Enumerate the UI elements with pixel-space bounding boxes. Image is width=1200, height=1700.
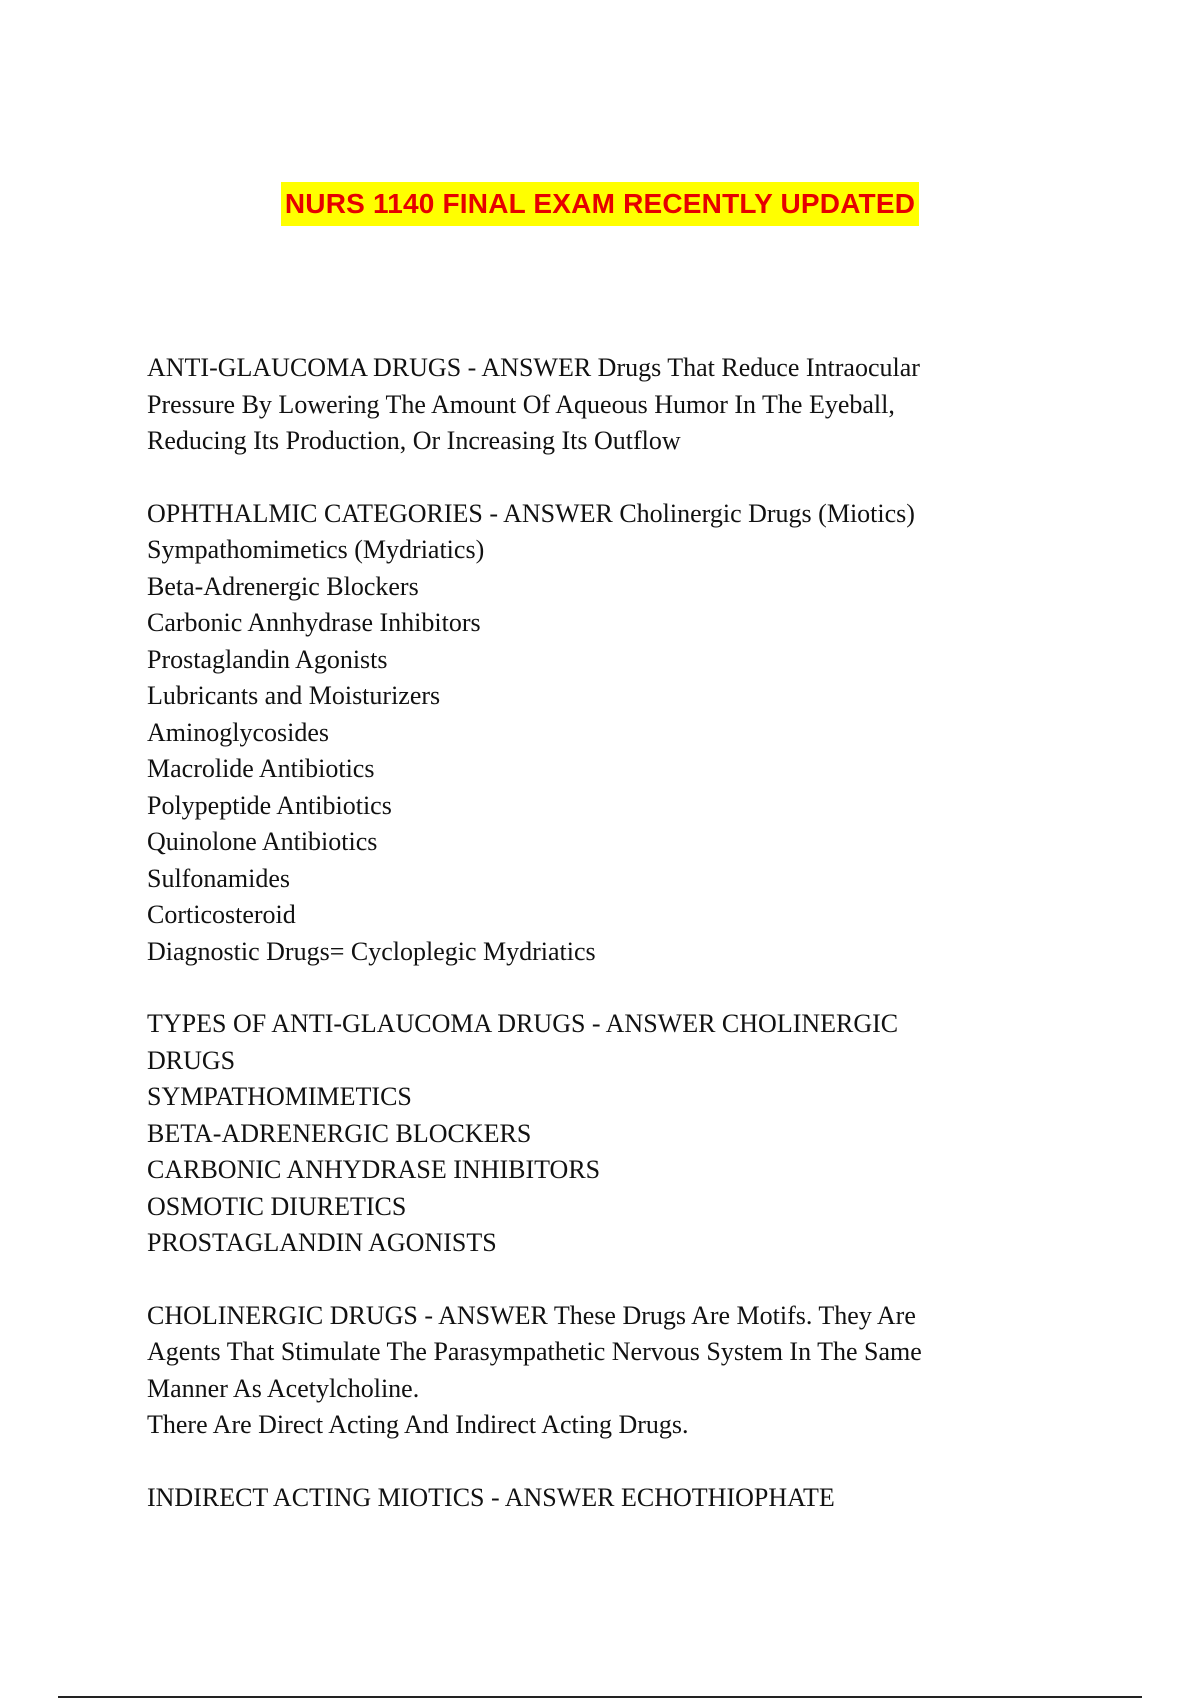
entry-line: BETA-ADRENERGIC BLOCKERS — [147, 1118, 532, 1148]
entry-line: Sulfonamides — [147, 863, 290, 893]
qa-entry — [147, 1298, 1027, 1444]
entry-line: Lubricants and Moisturizers — [147, 681, 441, 710]
entry-line: Sympathomimetics (Mydriatics) — [147, 535, 485, 564]
entry-line: CARBONIC ANHYDRASE INHIBITORS — [147, 1155, 601, 1184]
qa-entry — [147, 496, 1027, 971]
entry-line: Reducing Its Production, Or Increasing Its Outflow — [147, 426, 681, 455]
footer-divider — [58, 1696, 1142, 1698]
entry-line: Carbonic Annhydrase Inhibitors — [147, 608, 481, 637]
entry-line: DRUGS — [147, 1045, 236, 1075]
entry-line: OSMOTIC DIURETICS — [147, 1191, 407, 1221]
entry-line: OPHTHALMIC CATEGORIES - ANSWER Cholinergic Drugs (Miotics) — [147, 498, 915, 528]
entry-line: Macrolide Antibiotics — [147, 754, 375, 783]
entry-line: Corticosteroid — [147, 900, 296, 929]
qa-entry — [147, 350, 1027, 460]
entry-line: CHOLINERGIC DRUGS - ANSWER These Drugs Are Motifs. They Are — [147, 1300, 916, 1330]
entry-line: Pressure By Lowering The Amount Of Aqueous Humor In The Eyeball, — [147, 389, 895, 419]
entry-line: Diagnostic Drugs= Cycloplegic Mydriatics — [147, 936, 596, 966]
entry-line: TYPES OF ANTI-GLAUCOMA DRUGS - ANSWER CHOLINERGIC — [147, 1009, 899, 1038]
document-body — [147, 350, 1027, 1552]
entry-line: SYMPATHOMIMETICS — [147, 1082, 412, 1111]
entry-line: Quinolone Antibiotics — [147, 827, 378, 856]
qa-entry — [147, 1006, 1027, 1262]
entry-line: Manner As Acetylcholine. — [147, 1373, 420, 1403]
entry-line: ANTI-GLAUCOMA DRUGS - ANSWER Drugs That Reduce Intraocular — [147, 353, 920, 382]
title-container — [0, 182, 1200, 226]
entry-line: There Are Direct Acting And Indirect Acting Drugs. — [147, 1410, 689, 1439]
entry-line: PROSTAGLANDIN AGONISTS — [147, 1228, 497, 1257]
entry-line: Prostaglandin Agonists — [147, 644, 388, 674]
entry-line: Agents That Stimulate The Parasympathetic Nervous System In The Same — [147, 1337, 922, 1366]
entry-line: Beta-Adrenergic Blockers — [147, 571, 419, 601]
qa-entry — [147, 1480, 1027, 1517]
entry-line: Aminoglycosides — [147, 717, 329, 747]
document-title: NURS 1140 FINAL EXAM RECENTLY UPDATED — [281, 182, 919, 226]
entry-line: Polypeptide Antibiotics — [147, 790, 392, 820]
entry-line: INDIRECT ACTING MIOTICS - ANSWER ECHOTHIOPHATE — [147, 1482, 835, 1512]
